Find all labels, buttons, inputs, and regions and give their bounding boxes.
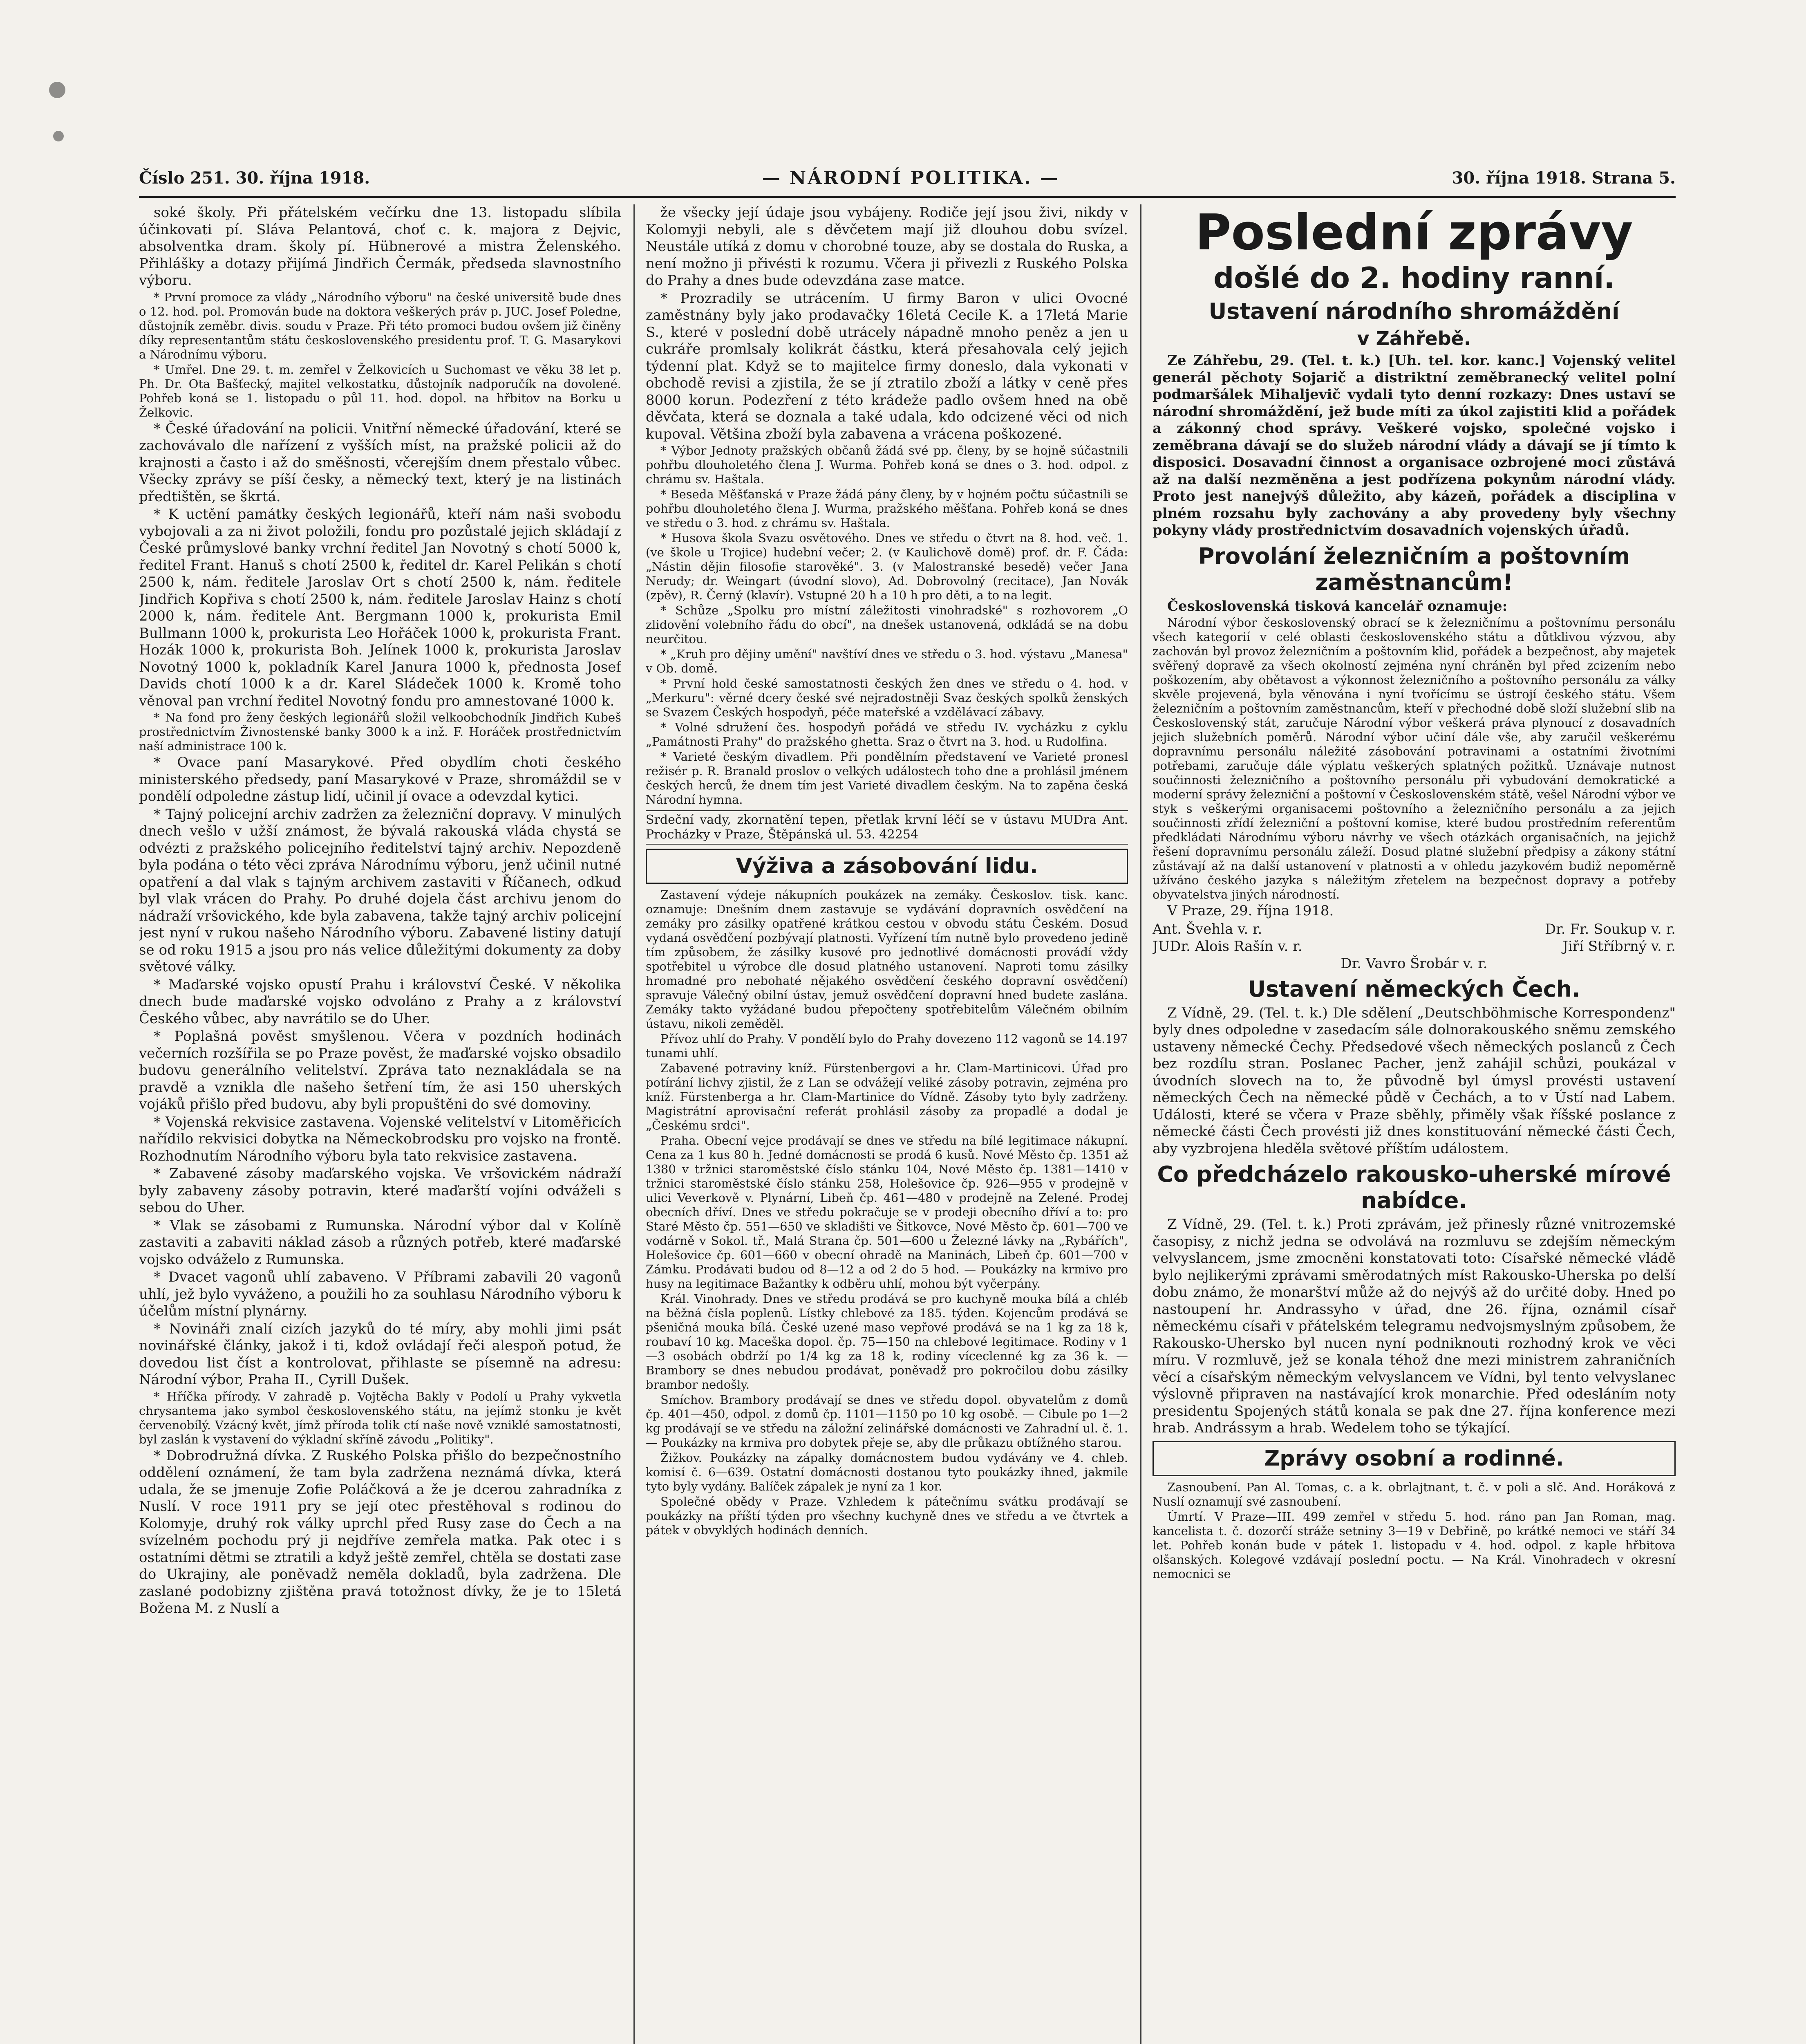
article: * Husova škola Svazu osvětového. Dnes ve středu o čtvrt na 8. hod. več. 1. (ve škole u Trojice) hudební večer; 2. (v Kaulichově domě) prof. dr. F. Čáda: „Nástin dějin filosofie starověké". 3. (v Malostranské besedě) večer Jana Nerudy; dr. Weingart (úvodní slovo), Ad. Dobrovolný (recitace), Jan Novák (zpěv), R. Černý (klavír). Vstupné 20 h a 10 h pro děti, a to na legit. [646, 531, 1128, 602]
article: Zastavení výdeje nákupních poukázek na zemáky. Českoslov. tisk. kanc. oznamuje: Dnešním dnem zastavuje se vydávání dopravních osvědčení na zemáky pro zásilky opatřené krátkou cestou v obvodu státu Českém. Dosud vydaná osvědčení pozbývají platnosti. Vyřízení tím nutně bylo provedeno jedině tím způsobem, že zásilky kusové pro jednotlivé domácnosti provádí vždy spotřebitel u výrobce dle dosud platného ustanovení. Naproti tomu zásilky hromadné pro nebohaté nějakého osvědčení českého dopravní osvědčení) spravuje Válečný obilní ústav, jemuž osvědčení dopravní hned budete zaslána. Zemáky takto vyžádané budou přepočteny spotřebitelům Válečném obilním ústavu, nikoli zeměděl. [646, 888, 1128, 1031]
article: Smíchov. Brambory prodávají se dnes ve středu dopol. obyvatelům z domů čp. 401—450, odpol. z domů čp. 1101—1150 po 10 kg osobě. — Cibule po 1—2 kg prodávají se ve středu na záložní zelinářské domácnosti ve Zahradní ul. č. 1. — Poukázky na krmiva pro dobytek přeje se, aby dle průkazu obtížného starou. [646, 1393, 1128, 1450]
article: Praha. Obecní vejce prodávají se dnes ve středu na bílé legitimace nákupní. Cena za 1 kus 80 h. Jedné domácnosti se prodá 6 kusů. Nové Město čp. 1351 až 1380 v tržnici staroměstské číslo stánku 104, Nové Město čp. 1381—1410 v tržnici staroměstské číslo stánku 258, Holešovice čp. 926—955 v prodejně v ulici Veverkově v. Plynární, Libeň čp. 461—480 v prodejně na Zelené. Prodej obecních dříví. Dnes ve středu pokračuje se v prodeji obecního dříví a to: pro Staré Město čp. 551—650 ve skladišti ve Šitkovce, Nové Město čp. 601—700 ve vodárně v Sokol. tř., Malá Strana čp. 501—600 u Železné lávky na „Rybářích", Holešovice čp. 601—660 v obecní ohradě na Maninách, Libeň čp. 601—700 v Zámku. Prodávati budou od 8—12 a od 2 do 5 hod. — Poukázky na krmivo pro husy na legitimace Bažantky k odběru uhlí, mohou být vyčerpány. [646, 1134, 1128, 1291]
signature-row [1153, 938, 1676, 955]
article: Zabavené potraviny kníž. Fürstenbergovi a hr. Clam-Martinicovi. Úřad pro potírání lichvy zjistil, že z Lan se odvážejí veliké zásoby potravin, zejména pro kníž. Fürstenberga a hr. Clam-Martinice do Vídně. Zásoby tyto byly zadrženy. Magistrátní aprovisační referát prohlásil zásoby za propadlé a dodal je „Českému srdci". [646, 1061, 1128, 1132]
article: * „Kruh pro dějiny umění" navštíví dnes ve středu o 3. hod. výstavu „Manesa" v Ob. domě. [646, 647, 1128, 675]
section-heading: Výživa a zásobování lidu. [646, 849, 1128, 884]
article: * České úřadování na policii. Vnitřní německé úřadování, které se zachovávalo dle nařízení z vyšších míst, na pražské policii až do krajnosti a často i až do směšnosti, včerejším dnem přestalo vůbec. Všecky zprávy se píší česky, a německý text, který je na listinách předtištěn, se škrtá. [139, 420, 621, 505]
signature-row [1153, 955, 1676, 972]
masthead: — NÁRODNÍ POLITIKA. — [762, 167, 1060, 188]
article: * Schůze „Spolku pro místní záležitosti vinohradské" s rozhovorem „O zlidovění volebního řádu do obcí", na dnešek ustanovená, odkládá se na dobu neurčitou. [646, 603, 1128, 646]
article: * Umřel. Dne 29. t. m. zemřel v Želkovicích u Suchomast ve věku 38 let p. Ph. Dr. Ota Bašťecký, majitel velkostatku, důstojník nadporučík na dovolené. Pohřeb koná se 1. listopadu o půl 11. hod. dopol. na hřbitov na Borku u Želkovic. [139, 362, 621, 419]
section-heading: Zprávy osobní a rodinné. [1153, 1441, 1676, 1476]
column-1 [139, 204, 621, 2044]
article: * Vlak se zásobami z Rumunska. Národní výbor dal v Kolíně zastaviti a zabaviti náklad zásob a různých potřeb, které maďarské vojsko odváželo z Rumunska. [139, 1217, 621, 1268]
article: soké školy. Při přátelském večírku dne 13. listopadu slíbila účinkovati pí. Sláva Pelantová, choť c. k. majora z Dejvic, absolventka dram. školy pí. Hübnerové a mistra Želenského. Přihlášky a dotazy přijímá Jindřich Čermák, předseda slavnostního výboru. [139, 204, 621, 289]
article: * Maďarské vojsko opustí Prahu i království České. V několika dnech bude maďarské vojsko odvoláno z Prahy a z království Českého vůbec, aby navrátilo se do Uher. [139, 976, 621, 1027]
article-lead: Československá tisková kancelář oznamuje: [1167, 598, 1508, 614]
page-header [139, 164, 1676, 192]
article: Král. Vinohrady. Dnes ve středu prodává se pro kuchyně mouka bílá a chléb na běžná čísla poplenů. Lístky chlebové za 185. týden. Kojencům prodává se pšeničná mouka bílá. České uzené maso vepřové prodává se na 1 kg za 18 k, roubaví 10 kg. Maceška dopol. čp. 75—150 na chlebové legitimace. Rodiny v 1—3 osobách obdrží po 1/4 kg za 18 k, rodiny víceclenné kg za 36 k. — Brambory se dnes nebudou prodávat, poněvadž pro pokročilou dobu zásilky brambor nedošly. [646, 1292, 1128, 1392]
article: * Na fond pro ženy českých legionářů složil velkoobchodník Jindřich Kubeš prostřednictvím Živnostenské banky 3000 k a inž. F. Horáček prostřednictvím naší administrace 100 k. [139, 710, 621, 753]
article: Národní výbor československý obrací se k železničnímu a poštovnímu personálu všech kategorií v celé oblasti československého státu a důtklivou výzvou, aby zachován byl provoz železničním a poštovním klid, pořádek a bezpečnost, aby majetek svěřený dopravě za všech okolností zejména nyní chráněn byl před zcizením nebo poškozením, aby obětavost a výkonnost železničního a poštovního personálu za války skvěle projevená, byla věnována i nyní tvořícímu se ústrojí českého státu. Všem železničním a poštovním zaměstnancům, kteří v přechodné době složí služební slib na Československý stát, zaručuje Národní výbor veškerá práva plynoucí z dosavadních jejich služebních poměrů. Národní výbor učiní dále vše, aby zaručil veškerému dopravnímu personálu náležité zásobování potravinami a ostatními životními potřebami, zaručuje dále výplatu veškerých splatných požitků. Uznávaje nutnost součinnosti železničního a poštovního personálu při vybudování demokratické a moderní správy železniční a poštovní v Československém státě, vešel Národní výbor ve styk s veškerými organisacemi poštovního a železničního personálu a za jejich součinnosti zřídí železniční a poštovní komise, které budou prostředním referentům předkládati Národnímu výboru návrhy ve všech otázkách organisačních, na jejichž řešení dopravnímu personálu záleží. Dosud platné služební předpisy a zákony státní zůstávají až na další ustanovení v platnosti a v ohledu jazykovém budiž nepoměrně užíváno českého jazyka s náležitým zřetelem na bezpečnost dopravy a potřeby obyvatelstva jiných národností. [1153, 616, 1676, 901]
section-title: Ustavení národního shromáždění [1208, 298, 1620, 324]
section-title: Co předcházelo rakousko-uherské mírové nabídce. [1157, 1161, 1671, 1213]
signature: JUDr. Alois Rašín v. r. [1153, 938, 1302, 955]
article: Z Vídně, 29. (Tel. t. k.) Dle sdělení „Deutschböhmische Korrespondenz" byly dnes odpoledne v zasedacím sále dolnorakouského sněmu zemského ustaveny německé Čechy. Předsedové všech německých poslanců z Čech bez rozdílu stran. Poslanec Pacher, jenž zahájil schůzi, poukázal v úvodních slovech na to, že původně byl úmysl provésti ustavení německých Čech na německé půdě v Čechách, a to v Ústí nad Labem. Události, které se včera v Praze sběhly, přiměly však říšské poslance z německé části Čech provésti již dnes konstituování německé části Čech, aby vyzbrojena hleděla světové příštím událostem. [1153, 1004, 1676, 1157]
article: * Varieté českým divadlem. Při pondělním představení ve Varieté pronesl režisér p. R. Branald proslov o velkých událostech toho dne a prohlásil jménem českých herců, že dnem tím jest Varieté divadlem českým. Na to zapěna česká Národní hymna. [646, 750, 1128, 807]
article: * K uctění památky českých legionářů, kteří nám naši svobodu vybojovali a za ni život položili, fondu pro pozůstalé jejich skládají z České průmyslové banky vrchní ředitel Jan Novotný s chotí 5000 k, ředitel Frant. Hanuš s chotí 2500 k, ředitel dr. Karel Pelikán s chotí 2500 k, nám. ředitele Jaroslav Ort s chotí 2500 k, nám. ředitele Jindřich Kopřiva s chotí 2500 k, nám. ředitele Jaroslav Hainz s chotí 2000 k, nám. ředitele Ant. Bergmann 1000 k, prokurista Emil Bullmann 1000 k, prokurista Leo Hořáček 1000 k, prokurista Frant. Hozák 1000 k, prokurista Boh. Jelínek 1000 k, prokurista Jaroslav Novotný 1000 k, pokladník Karel Janura 1000 k, přednosta Josef Davids chotí 1000 k a dr. Karel Sládeček 1000 k. Kromě toho věnoval pan vrchní ředitel Novotný fondu pro amnestované 1000 k. [139, 506, 621, 709]
signature: Ant. Švehla v. r. [1153, 921, 1262, 937]
advertisement: Srdeční vady, zkornatění tepen, přetlak krvní léčí se v ústavu MUDra Ant. Procházky v Praze, Štěpánská ul. 53. 42254 [646, 810, 1128, 845]
dateline: V Praze, 29. října 1918. [1167, 903, 1334, 919]
article: Žižkov. Poukázky na zápalky domácnostem budou vydávány ve 4. chleb. komisí č. 6—639. Ostatní domácnosti dostanou tyto poukázky ihned, jakmile tyto byly vydány. Balíček zápalek je nyní za 1 kor. [646, 1451, 1128, 1493]
article: * První hold české samostatnosti českých žen dnes ve středu o 4. hod. v „Merkuru": věrné dcery české své nejradostněji Svaz českých spolků ženských se Svazem Českých hospodyň, péče mateřské a vzdělávací zábavy. [646, 677, 1128, 719]
article: * Novináři znalí cizích jazyků do té míry, aby mohli jimi psát novinářské články, jakož i ti, kdož ovládají řeči alespoň potud, že dovedou list číst a kontrolovat, přihlaste se písemně na adresu: Národní výbor, Praha II., Cyrill Dušek. [139, 1320, 621, 1388]
article: * Tajný policejní archiv zadržen za železniční dopravy. V minulých dnech vešlo v užší známost, že bývalá rakouská vláda chystá se odvézti z pražského policejního ředitelství tajný archiv. Nepozdeně byla podána o této věci zpráva Národnímu výboru, jenž učinil nutné opatření a dal vlak s tajným archivem zastaviti v Říčanech, odkud byl vlak vrácen do Prahy. Po druhé dojela část archivu jenom do nádraží vršovického, kde byla zabavena, takže tajný archiv policejní jest nyní v rukou našeho Národního výboru. Zabavené listiny datují se od roku 1915 a jsou pro nás velice důležitými dokumenty za doby světové války. [139, 806, 621, 975]
article: * Ovace paní Masarykové. Před obydlím choti českého ministerského předsedy, paní Masarykové v Praze, shromáždil se v pondělí odpoledne zástup lidí, učinil jí ovace a odevzdal kytici. [139, 754, 621, 805]
article: Ze Záhřebu, 29. (Tel. t. k.) [Uh. tel. kor. kanc.] Vojenský velitel generál pěchoty Sojarič a distriktní zeměbranecký velitel polní podmaršálek Mihaljevič vydali tyto denní rozkazy: Dnes ustaví se národní shromáždění, jež bude míti za úkol zajistiti klid a pořádek a zákonný chod správy. Veškeré vojsko, společné vojsko i zeměbrana dávají se do služeb národní vlády a dávají se jí tímto k disposici. Dosavadní činnost a organisace ozbrojené moci zůstává až na další nezměněna a jest podřízena pokynům národní vlády. Proto jest nanejvýš důležito, aby kázeň, pořádek a disciplina v plném rozsahu byly zachovány a aby provedeny byly všechny pokyny vlády prostřednictvím dosavadních vojenských úřadů. [1153, 352, 1676, 538]
article: Úmrtí. V Praze—III. 499 zemřel v středu 5. hod. ráno pan Jan Roman, mag. kancelista t. č. dozorčí stráže setniny 3—19 v Debřině, po krátké nemoci ve stáří 34 let. Pohřeb konán bude v pátek 1. listopadu v 4. hod. odpol. z kaple hřbitova olšanských. Kolegové vzdávají poslední poctu. — Na Král. Vinohradech v okresní nemocnici se [1153, 1509, 1676, 1581]
header-rule [139, 196, 1676, 198]
article: * Dvacet vagonů uhlí zabaveno. V Příbrami zabavili 20 vagonů uhlí, jež bylo vyváženo, a použili ho za souhlasu Národního výboru k účelům místní plynárny. [139, 1269, 621, 1319]
issue-info: Číslo 251. 30. října 1918. [139, 168, 370, 188]
newspaper-page [139, 164, 1676, 2044]
article: * Vojenská rekvisice zastavena. Vojenské velitelství v Litoměřicích nařídilo rekvisici dobytka na Německobrodsku pro vojsko na frontě. Rozhodnutím Národního výboru byla tato rekvisice zastavena. [139, 1114, 621, 1164]
ink-blot [53, 131, 64, 141]
article: Přívoz uhlí do Prahy. V pondělí bylo do Prahy dovezeno 112 vagonů se 14.197 tunami uhlí. [646, 1032, 1128, 1060]
signature-row [1153, 921, 1676, 938]
signature: Dr. Vavro Šrobár v. r. [1341, 955, 1488, 972]
article: * Poplašná pověst smyšlenou. Včera v pozdních hodinách večerních rozšířila se po Praze pověst, že maďarské vojsko obsadilo budovu generálního velitelství. Zpráva tato neznakládala se na pravdě a vznikla dle našeho šetření tím, že asi 150 uherských vojáků přišlo před budovu, aby byli propuštěni do své domoviny. [139, 1028, 621, 1112]
section-subtitle: v Záhřebě. [1357, 327, 1471, 350]
article: * Beseda Měšťanská v Praze žádá pány členy, by v hojném počtu súčastnili se pohřbu dlouholetého člena J. Wurma, pražského měšťana. Pohřeb koná se dnes ve středu o 3. hod. z chrámu sv. Haštala. [646, 487, 1128, 530]
column-divider [633, 204, 635, 2044]
article: * Volné sdružení čes. hospodyň pořádá ve středu IV. vycházku z cyklu „Památnosti Prahy" do pražského ghetta. Sraz o čtvrt na 3. hod. u Rudolfina. [646, 720, 1128, 749]
article: Společné obědy v Praze. Vzhledem k pátečnímu svátku prodávají se poukázky na příští týden pro všechny kuchyně dnes ve středu a ve čtvrtek a pátek v obvyklých hodinách denních. [646, 1495, 1128, 1537]
article: Z Vídně, 29. (Tel. t. k.) Proti zprávám, jež přinesly různé vnitrozemské časopisy, z nichž jedna se odvolává na rozmluvu se zdejším německým velvyslancem, jsme zmocněni konstatovati toto: Císařské německé vládě bylo nejlikerými zprávami směrodatných míst Rakousko-Uherska po delší dobu známo, že monarštví může až do nejvýš až do určité doby. Hned po nastoupení hr. Andrassyho v úřad, dne 26. října, oznámil císař německému císaři v přátelském telegramu nedvojsmyslným způsobem, že Rakousko-Uhersko byl nucen nyní podniknouti rozhodný krok ve věci míru. V rozmluvě, jež se konala téhož dne mezi ministrem zahraničních věcí a císařským německým velvyslancem ve Vídni, byl tento velvyslanec výslovně připraven na nastávající krok monarchie. Před odesláním noty presidentu Spojených států konala se pak dne 27. října konference mezi hrab. Andrássym a hrab. Wedelem toho se týkající. [1153, 1216, 1676, 1436]
lead-title: Poslední zprávy [1195, 204, 1633, 261]
article: * Hříčka přírody. V zahradě p. Vojtěcha Bakly v Podolí u Prahy vykvetla chrysantema jako symbol československého státu, na jejímž stonku je květ červenobílý. Vzácný květ, jímž příroda tolik ctí naše nově vzniklé samostatnosti, byl zaslán k vystavení do výkladní skříně závodu „Politiky". [139, 1389, 621, 1446]
signature: Dr. Fr. Soukup v. r. [1545, 921, 1676, 937]
section-title: Ustavení německých Čech. [1248, 976, 1580, 1002]
article: * Výbor Jednoty pražských občanů žádá své pp. členy, by se hojně súčastnili pohřbu dlouholetého člena J. Wurma. Pohřeb koná se dnes o 3. hod. odpol. z chrámu sv. Haštala. [646, 444, 1128, 486]
column-2 [646, 204, 1128, 2044]
signature: Jiří Stříbrný v. r. [1562, 938, 1676, 955]
ink-blot [49, 82, 65, 98]
article: * Prozradily se utrácením. U firmy Baron v ulici Ovocné zaměstnány byly jako prodavačky 16letá Cecile K. a 17letá Marie S., které v poslední době utrácely nápadně mnoho peněz a jen u cukráře promlsaly kolikrát částku, která přesahovala celý jejich týdenní plat. Když se to majitelce firmy doneslo, dala vykonati v obchodě revisi a zjistila, že se jí ztratilo zboží a látky v ceně přes 8000 korun. Podezření z této krádeže padlo ovšem hned na obě děvčata, která se doznala a také udala, kdo odcizené věci od nich kupoval. Většina zboží byla zabavena a vrácena poškozené. [646, 290, 1128, 442]
section-title: Provolání železničním a poštovním zaměstnancům! [1198, 543, 1630, 595]
article: * Zabavené zásoby maďarského vojska. Ve vršovickém nádraží byly zabaveny zásoby potravin, které maďarští vojíni odváželi s sebou do Uher. [139, 1165, 621, 1216]
column-divider [1140, 204, 1141, 2044]
page-info: 30. října 1918. Strana 5. [1452, 168, 1676, 188]
article: Zasnoubení. Pan Al. Tomas, c. a k. obrlajtnant, t. č. v poli a slč. And. Horáková z Nuslí oznamují své zasnoubení. [1153, 1480, 1676, 1508]
article: * První promoce za vlády „Národního výboru" na české universitě bude dnes o 12. hod. pol. Promován bude na doktora veškerých práv p. JUC. Josef Poledne, důstojník zeměbr. divis. soudu v Praze. Při této promoci budou ovšem již činěny díky representantům státu československého presidentu prof. T. G. Masarykovi a Národnímu výboru. [139, 290, 621, 361]
lead-subtitle: došlé do 2. hodiny ranní. [1213, 261, 1615, 295]
column-3 [1153, 204, 1676, 2044]
article: * Dobrodružná dívka. Z Ruského Polska přišlo do bezpečnostního oddělení oznámení, že tam byla zadržena neznámá dívka, která udala, že se jmenuje Zofie Poláčková a že je dcerou zahradníka z Nuslí. V roce 1911 pry se její otec přestěhoval s rodinou do Kolomyje, druhý rok války uprchl před Rusy zase do Čech a na svízelném pochodu prý ji nejdříve zemřela matka. Pak otec i s ostatními dětmi se ztratili a když ještě zemřel, chtěla se dostati zase do Ukrajiny, ale poněvadž neměla dokladů, byla zadržena. Dle zaslané podobizny zjištěna pravá totožnost dívky, že je to 15letá Božena M. z Nuslí a [139, 1447, 621, 1616]
article: že všecky její údaje jsou vybájeny. Rodiče její jsou živi, nikdy v Kolomyji nebyli, ale s děvčetem mají již dlouhou dobu svízel. Neustále utíká z domu v chorobné touze, aby se dostala do Ruska, a není možno ji přivésti k rozumu. Včera ji přivezli z Ruského Polska do Prahy a dnes bude odevzdána zase matce. [646, 204, 1128, 289]
